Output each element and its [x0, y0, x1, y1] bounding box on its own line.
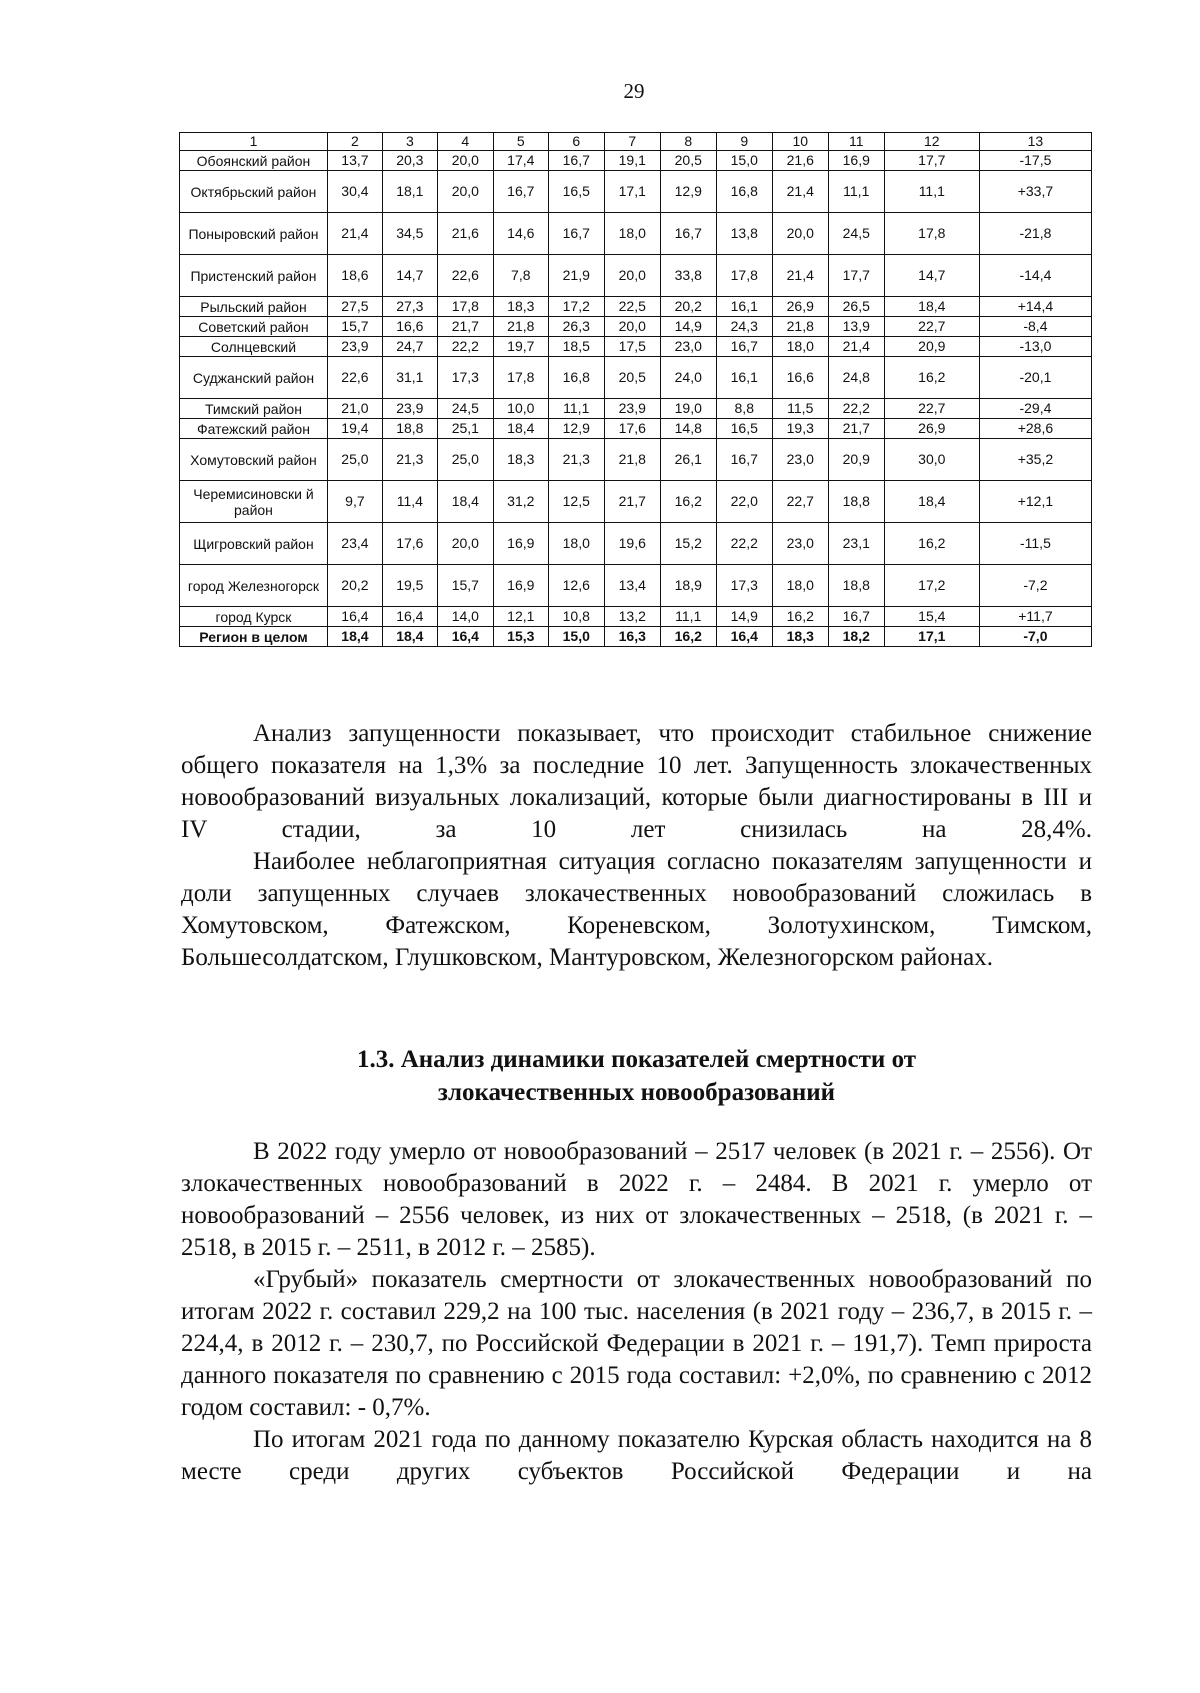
- table-cell: 26,9: [772, 297, 828, 317]
- table-row: [180, 171, 1092, 213]
- district-name: Регион в целом: [180, 627, 328, 647]
- district-name: город Курск: [180, 607, 328, 627]
- table-cell: 18,1: [382, 171, 437, 213]
- table-cell: 16,4: [382, 607, 437, 627]
- column-number: 13: [979, 133, 1091, 151]
- table-cell: 21,7: [437, 317, 493, 337]
- table-cell: 12,9: [660, 171, 716, 213]
- district-name: Черемисиновски й район: [180, 481, 328, 523]
- table-cell: 26,3: [548, 317, 604, 337]
- district-name: Рыльский район: [180, 297, 328, 317]
- table-cell: 23,9: [604, 399, 660, 419]
- table-cell: 19,6: [604, 523, 660, 565]
- table-cell: 24,5: [437, 399, 493, 419]
- table-cell: 26,1: [660, 439, 716, 481]
- table-cell: 16,8: [716, 171, 772, 213]
- table-cell: 18,2: [828, 627, 884, 647]
- table-cell: 15,3: [493, 627, 548, 647]
- table-cell: 21,6: [772, 151, 828, 171]
- table-cell: 34,5: [382, 213, 437, 255]
- paragraph: Наиболее неблагоприятная ситуация согласно показателям запущенности и доли запущенных случаев злокачественных новообразований сложилась в Хомутовском, Фатежском, Кореневском, Золотухинском, Тимском, Большесолдатском, Глушковском, Мантуровском, Железногорском районах.: [181, 848, 1092, 971]
- table-cell: 18,5: [548, 337, 604, 357]
- column-number: 5: [493, 133, 548, 151]
- table-cell: 12,5: [548, 481, 604, 523]
- table-cell: 20,0: [437, 523, 493, 565]
- table-cell: 18,0: [548, 523, 604, 565]
- table-row: [180, 523, 1092, 565]
- district-name: Октябрьский район: [180, 171, 328, 213]
- table-cell: 12,1: [493, 607, 548, 627]
- table-cell: 18,4: [437, 481, 493, 523]
- table-cell: 9,7: [327, 481, 382, 523]
- table-cell: 16,7: [548, 151, 604, 171]
- column-number: 11: [828, 133, 884, 151]
- table-cell: -7,2: [979, 565, 1091, 607]
- paragraph: В 2022 году умерло от новообразований – 2517 человек (в 2021 г. – 2556). От злокачественных новообразований в 2022 г. – 2484. В 2021 г. умерло от новообразований – 2556 человек, из них от злокачественных – 2518, (в 2021 г. – 2518, в 2015 г. – 2511, в 2012 г. – 2585).: [181, 1138, 1092, 1261]
- table-cell: 16,4: [437, 627, 493, 647]
- table-row: [180, 357, 1092, 399]
- table-cell: 12,9: [548, 419, 604, 439]
- table-cell: 21,7: [828, 419, 884, 439]
- section-heading-line: злокачественных новообразований: [437, 1079, 836, 1106]
- table-cell: 20,2: [327, 565, 382, 607]
- table-cell: 16,1: [716, 357, 772, 399]
- table-cell: 18,4: [884, 481, 979, 523]
- table-cell: +33,7: [979, 171, 1091, 213]
- table-cell: 20,0: [772, 213, 828, 255]
- table-row: [180, 399, 1092, 419]
- table-cell: -21,8: [979, 213, 1091, 255]
- table-header-row: [180, 133, 1092, 151]
- table-cell: 16,7: [660, 213, 716, 255]
- table-total-row: [180, 627, 1092, 647]
- table-cell: 22,2: [828, 399, 884, 419]
- table-cell: 31,1: [382, 357, 437, 399]
- table-cell: 18,3: [772, 627, 828, 647]
- table-cell: 17,8: [884, 213, 979, 255]
- table-cell: 21,3: [382, 439, 437, 481]
- table-cell: -14,4: [979, 255, 1091, 297]
- table-cell: 17,6: [382, 523, 437, 565]
- table-cell: 18,9: [660, 565, 716, 607]
- column-number: 2: [327, 133, 382, 151]
- table-cell: 17,6: [604, 419, 660, 439]
- district-name: Советский район: [180, 317, 328, 337]
- table-cell: 15,0: [716, 151, 772, 171]
- section-heading-line: 1.3. Анализ динамики показателей смертности от: [356, 1046, 917, 1073]
- column-number: 3: [382, 133, 437, 151]
- mortality-text: [181, 1136, 1092, 1488]
- table-cell: 20,0: [604, 255, 660, 297]
- table-cell: 20,0: [437, 171, 493, 213]
- table-cell: -20,1: [979, 357, 1091, 399]
- table-cell: 23,9: [382, 399, 437, 419]
- district-name: Щигровский район: [180, 523, 328, 565]
- table-cell: 18,4: [382, 627, 437, 647]
- table-cell: 17,8: [437, 297, 493, 317]
- table-cell: 16,3: [604, 627, 660, 647]
- table-row: [180, 151, 1092, 171]
- table-cell: 10,8: [548, 607, 604, 627]
- table-cell: 21,9: [548, 255, 604, 297]
- table-row: [180, 255, 1092, 297]
- table-cell: 18,4: [493, 419, 548, 439]
- table-cell: 15,7: [437, 565, 493, 607]
- table-row: [180, 419, 1092, 439]
- table-cell: 16,7: [828, 607, 884, 627]
- page-number: 29: [623, 79, 645, 103]
- table-row: [180, 439, 1092, 481]
- table-cell: 21,4: [772, 171, 828, 213]
- column-number: 10: [772, 133, 828, 151]
- table-cell: 20,3: [382, 151, 437, 171]
- district-name: Пристенский район: [180, 255, 328, 297]
- table-row: [180, 607, 1092, 627]
- table-cell: 13,4: [604, 565, 660, 607]
- table-cell: 22,7: [884, 399, 979, 419]
- table-cell: 23,4: [327, 523, 382, 565]
- table-cell: 17,3: [716, 565, 772, 607]
- column-number: 7: [604, 133, 660, 151]
- table-cell: 11,4: [382, 481, 437, 523]
- table-cell: 17,3: [437, 357, 493, 399]
- table-cell: 31,2: [493, 481, 548, 523]
- table-cell: 15,0: [548, 627, 604, 647]
- district-name: Фатежский район: [180, 419, 328, 439]
- table-cell: 22,7: [884, 317, 979, 337]
- table-cell: 16,4: [327, 607, 382, 627]
- table-cell: 11,5: [772, 399, 828, 419]
- table-cell: 16,5: [716, 419, 772, 439]
- table-cell: 13,2: [604, 607, 660, 627]
- table-cell: 17,8: [716, 255, 772, 297]
- table-cell: 16,5: [548, 171, 604, 213]
- table-cell: 21,8: [493, 317, 548, 337]
- table-cell: 14,9: [660, 317, 716, 337]
- table-row: [180, 297, 1092, 317]
- table-cell: 11,1: [884, 171, 979, 213]
- table-cell: 20,5: [604, 357, 660, 399]
- table-cell: 21,4: [772, 255, 828, 297]
- table-cell: 21,0: [327, 399, 382, 419]
- table-cell: 16,9: [828, 151, 884, 171]
- table-cell: 13,8: [716, 213, 772, 255]
- table-cell: -29,4: [979, 399, 1091, 419]
- table-cell: 18,3: [493, 439, 548, 481]
- table-cell: 20,0: [604, 317, 660, 337]
- table-cell: 19,0: [660, 399, 716, 419]
- table-cell: 14,7: [884, 255, 979, 297]
- table-cell: 24,7: [382, 337, 437, 357]
- table-cell: -17,5: [979, 151, 1091, 171]
- table-cell: 25,1: [437, 419, 493, 439]
- table-cell: 19,3: [772, 419, 828, 439]
- table-cell: 17,1: [604, 171, 660, 213]
- table-cell: 11,1: [828, 171, 884, 213]
- district-name: город Железногорск: [180, 565, 328, 607]
- table-cell: 18,0: [772, 565, 828, 607]
- table-cell: 19,1: [604, 151, 660, 171]
- table-cell: 16,2: [884, 523, 979, 565]
- table-cell: 18,0: [604, 213, 660, 255]
- table-cell: 11,1: [660, 607, 716, 627]
- table-cell: 16,7: [548, 213, 604, 255]
- table-cell: 22,6: [327, 357, 382, 399]
- table-cell: 19,5: [382, 565, 437, 607]
- table-cell: +35,2: [979, 439, 1091, 481]
- column-number: 8: [660, 133, 716, 151]
- table-cell: 18,6: [327, 255, 382, 297]
- table-cell: 18,0: [772, 337, 828, 357]
- column-number: 4: [437, 133, 493, 151]
- table-cell: 17,1: [884, 627, 979, 647]
- analysis-text: [181, 718, 1092, 974]
- table-cell: 22,0: [716, 481, 772, 523]
- table-cell: 20,9: [828, 439, 884, 481]
- table-cell: 18,8: [828, 565, 884, 607]
- table-cell: 21,4: [327, 213, 382, 255]
- table-cell: 22,5: [604, 297, 660, 317]
- table-cell: 18,4: [327, 627, 382, 647]
- table-cell: 21,7: [604, 481, 660, 523]
- table-cell: 30,0: [884, 439, 979, 481]
- table-cell: 22,7: [772, 481, 828, 523]
- table-cell: 17,2: [884, 565, 979, 607]
- district-name: Суджанский район: [180, 357, 328, 399]
- table-cell: 16,2: [660, 481, 716, 523]
- table-cell: 11,1: [548, 399, 604, 419]
- table-cell: +11,7: [979, 607, 1091, 627]
- table-cell: 19,7: [493, 337, 548, 357]
- table-cell: 21,3: [548, 439, 604, 481]
- table-cell: 17,7: [828, 255, 884, 297]
- table-cell: 17,7: [884, 151, 979, 171]
- table-cell: 16,2: [660, 627, 716, 647]
- table-cell: 21,8: [604, 439, 660, 481]
- section-heading: [181, 1043, 1092, 1109]
- table-cell: 18,8: [382, 419, 437, 439]
- table-cell: 17,8: [493, 357, 548, 399]
- table-cell: 21,4: [828, 337, 884, 357]
- table-cell: 13,7: [327, 151, 382, 171]
- column-number: 9: [716, 133, 772, 151]
- table-cell: 17,2: [548, 297, 604, 317]
- table-cell: 16,6: [382, 317, 437, 337]
- table-cell: 18,4: [884, 297, 979, 317]
- table-cell: 20,0: [437, 151, 493, 171]
- table-cell: 18,8: [828, 481, 884, 523]
- table-cell: +14,4: [979, 297, 1091, 317]
- column-number: 6: [548, 133, 604, 151]
- table-cell: 24,3: [716, 317, 772, 337]
- table-cell: 16,7: [493, 171, 548, 213]
- table-row: [180, 565, 1092, 607]
- table-cell: 20,9: [884, 337, 979, 357]
- table-cell: 22,2: [716, 523, 772, 565]
- table-cell: 21,6: [437, 213, 493, 255]
- table-cell: 26,5: [828, 297, 884, 317]
- table-cell: 16,8: [548, 357, 604, 399]
- table-cell: 24,0: [660, 357, 716, 399]
- table-cell: +12,1: [979, 481, 1091, 523]
- table-cell: 23,9: [327, 337, 382, 357]
- district-name: Обоянский район: [180, 151, 328, 171]
- table-cell: 16,2: [884, 357, 979, 399]
- table-cell: 12,6: [548, 565, 604, 607]
- table-cell: 14,9: [716, 607, 772, 627]
- district-name: Солнцевский: [180, 337, 328, 357]
- table-cell: 19,4: [327, 419, 382, 439]
- table-cell: 16,1: [716, 297, 772, 317]
- table-cell: 22,2: [437, 337, 493, 357]
- table-cell: 15,4: [884, 607, 979, 627]
- table-cell: 7,8: [493, 255, 548, 297]
- paragraph: Анализ запущенности показывает, что происходит стабильное снижение общего показателя на 1,3% за последние 10 лет. Запущенность злокачественных новообразований визуальных локализаций, которые были диагностированы в III и IV стадии, за 10 лет снизилась на 28,4%.: [181, 720, 1092, 843]
- column-number: 12: [884, 133, 979, 151]
- table-cell: -13,0: [979, 337, 1091, 357]
- table-cell: 22,6: [437, 255, 493, 297]
- table-cell: 8,8: [716, 399, 772, 419]
- table-row: [180, 481, 1092, 523]
- table-cell: 16,9: [493, 523, 548, 565]
- table-cell: 25,0: [437, 439, 493, 481]
- table-cell: 25,0: [327, 439, 382, 481]
- table-cell: 16,4: [716, 627, 772, 647]
- district-name: Хомутовский район: [180, 439, 328, 481]
- table-cell: 23,0: [660, 337, 716, 357]
- table-cell: 30,4: [327, 171, 382, 213]
- table-cell: 15,7: [327, 317, 382, 337]
- table-cell: 26,9: [884, 419, 979, 439]
- table-cell: 16,2: [772, 607, 828, 627]
- paragraph: «Грубый» показатель смертности от злокачественных новообразований по итогам 2022 г. составил 229,2 на 100 тыс. населения (в 2021 году – 236,7, в 2015 г. – 224,4, в 2012 г. – 230,7, по Российской Федерации в 2021 г. – 191,7). Темп прироста данного показателя по сравнению с 2015 года составил: +2,0%, по сравнению с 2012 годом составил: - 0,7%.: [181, 1266, 1092, 1421]
- table-cell: 14,7: [382, 255, 437, 297]
- table-cell: -8,4: [979, 317, 1091, 337]
- table-cell: 17,4: [493, 151, 548, 171]
- table-cell: 23,0: [772, 439, 828, 481]
- table-cell: 27,3: [382, 297, 437, 317]
- table-cell: 16,7: [716, 439, 772, 481]
- table-cell: 20,5: [660, 151, 716, 171]
- district-indicators-table: [179, 132, 1092, 647]
- district-name: Тимский район: [180, 399, 328, 419]
- table-cell: 10,0: [493, 399, 548, 419]
- table-cell: 24,8: [828, 357, 884, 399]
- table-cell: 16,6: [772, 357, 828, 399]
- table-cell: 16,9: [493, 565, 548, 607]
- table-cell: 14,6: [493, 213, 548, 255]
- table-cell: 24,5: [828, 213, 884, 255]
- table-cell: 33,8: [660, 255, 716, 297]
- table-row: [180, 213, 1092, 255]
- table-cell: 17,5: [604, 337, 660, 357]
- table-cell: 16,7: [716, 337, 772, 357]
- table-cell: 21,8: [772, 317, 828, 337]
- column-number: 1: [180, 133, 328, 151]
- table-row: [180, 317, 1092, 337]
- table-cell: 15,2: [660, 523, 716, 565]
- table-row: [180, 337, 1092, 357]
- table-cell: -7,0: [979, 627, 1091, 647]
- table-cell: 27,5: [327, 297, 382, 317]
- table-cell: 13,9: [828, 317, 884, 337]
- table-cell: 23,0: [772, 523, 828, 565]
- paragraph: По итогам 2021 года по данному показателю Курская область находится на 8 месте среди других субъектов Российской Федерации и на: [181, 1426, 1092, 1485]
- table-cell: -11,5: [979, 523, 1091, 565]
- table-cell: 14,0: [437, 607, 493, 627]
- table-cell: +28,6: [979, 419, 1091, 439]
- table-cell: 18,3: [493, 297, 548, 317]
- table-cell: 23,1: [828, 523, 884, 565]
- table-cell: 20,2: [660, 297, 716, 317]
- table-cell: 14,8: [660, 419, 716, 439]
- district-name: Поныровский район: [180, 213, 328, 255]
